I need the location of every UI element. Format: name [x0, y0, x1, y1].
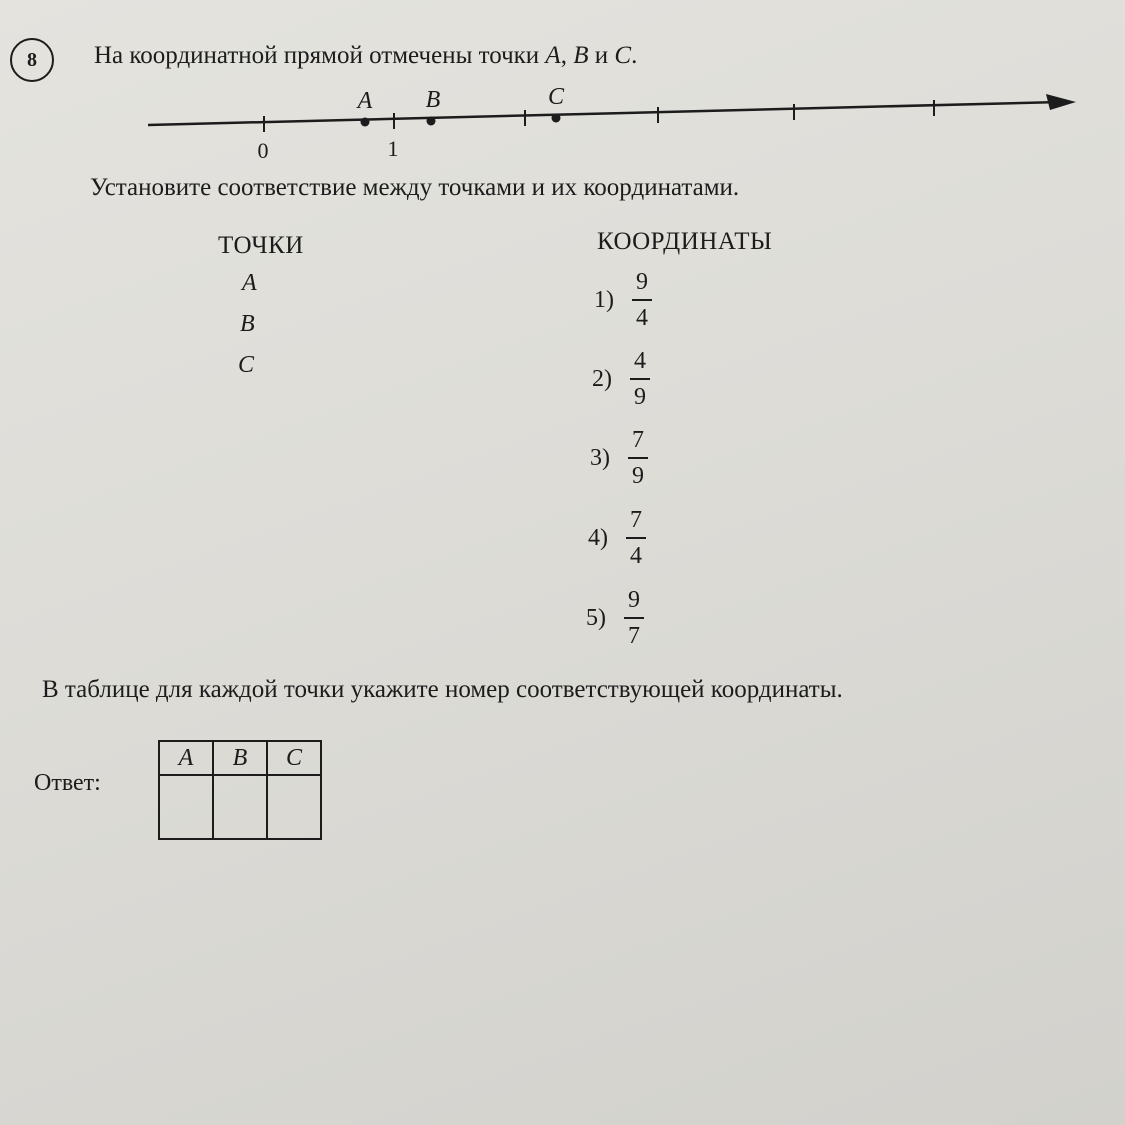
task-number-circle: [10, 38, 54, 82]
coord-option-4: [588, 508, 646, 568]
fraction-denominator: 4: [636, 305, 648, 331]
tick-label-1: 1: [387, 136, 399, 161]
point-c-label: C: [547, 84, 565, 110]
fraction-bar: [630, 378, 650, 380]
coord-option-5: [586, 588, 644, 648]
fraction-numerator: 4: [634, 348, 646, 374]
answer-label: Ответ:: [34, 770, 101, 796]
coord-fraction: [632, 270, 652, 330]
point-a-dot: [361, 118, 370, 127]
point-item-c: C: [238, 352, 255, 378]
fraction-bar: [626, 537, 646, 539]
fraction-numerator: 7: [630, 507, 642, 533]
answer-cell-a[interactable]: [159, 775, 213, 839]
statement-and: и: [588, 42, 615, 69]
coords-header: КООРДИНАТЫ: [597, 228, 773, 255]
answer-cell-c[interactable]: [267, 775, 321, 839]
statement-point-b: B: [573, 42, 589, 69]
answer-header-a: A: [159, 741, 213, 775]
coord-option-2: [592, 349, 650, 409]
instruction: Установите соответствие между точками и их координатами.: [90, 174, 740, 201]
point-item-b: B: [240, 311, 255, 337]
axis-arrowhead-icon: [1046, 94, 1076, 110]
fraction-bar: [632, 299, 652, 301]
point-b-dot: [427, 117, 436, 126]
fraction-denominator: 9: [634, 384, 646, 410]
task-number: 8: [27, 48, 37, 71]
fraction-numerator: 9: [636, 269, 648, 295]
coord-option-label: 5): [586, 604, 606, 631]
statement-point-c: C: [614, 42, 632, 69]
coord-option-3: [590, 428, 648, 488]
table-instruction: В таблице для каждой точки укажите номер соответствующей координаты.: [42, 676, 843, 703]
point-c-dot: [552, 114, 561, 123]
fraction-bar: [624, 617, 644, 619]
fraction-bar: [628, 457, 648, 459]
statement-point-a: A: [545, 42, 561, 69]
statement-prefix: На координатной прямой отмечены точки: [94, 42, 546, 69]
coord-fraction: [630, 349, 650, 409]
statement-period: .: [631, 42, 638, 69]
coord-option-1: [594, 270, 652, 330]
answer-header-b: B: [213, 741, 267, 775]
answer-table: [158, 740, 322, 840]
point-item-a: A: [242, 270, 257, 296]
coord-option-label: 4): [588, 524, 608, 551]
answer-header-c: C: [267, 741, 321, 775]
coord-option-label: 2): [592, 365, 612, 392]
fraction-denominator: 7: [628, 623, 640, 649]
coord-fraction: [628, 428, 648, 488]
number-line: [0, 80, 1125, 170]
fraction-denominator: 4: [630, 543, 642, 569]
coord-fraction: [624, 588, 644, 648]
fraction-numerator: 7: [632, 427, 644, 453]
point-a-label: A: [357, 88, 373, 114]
tick-label-0: 0: [257, 138, 269, 163]
point-b-label: B: [425, 87, 441, 113]
number-line-axis: [148, 102, 1060, 125]
coord-option-label: 3): [590, 444, 610, 471]
fraction-denominator: 9: [632, 463, 644, 489]
answer-cell-b[interactable]: [213, 775, 267, 839]
coord-option-label: 1): [594, 286, 614, 313]
coord-fraction: [626, 508, 646, 568]
fraction-numerator: 9: [628, 587, 640, 613]
task-statement: [94, 42, 637, 70]
statement-comma: ,: [560, 42, 574, 69]
points-header: ТОЧКИ: [218, 232, 304, 259]
